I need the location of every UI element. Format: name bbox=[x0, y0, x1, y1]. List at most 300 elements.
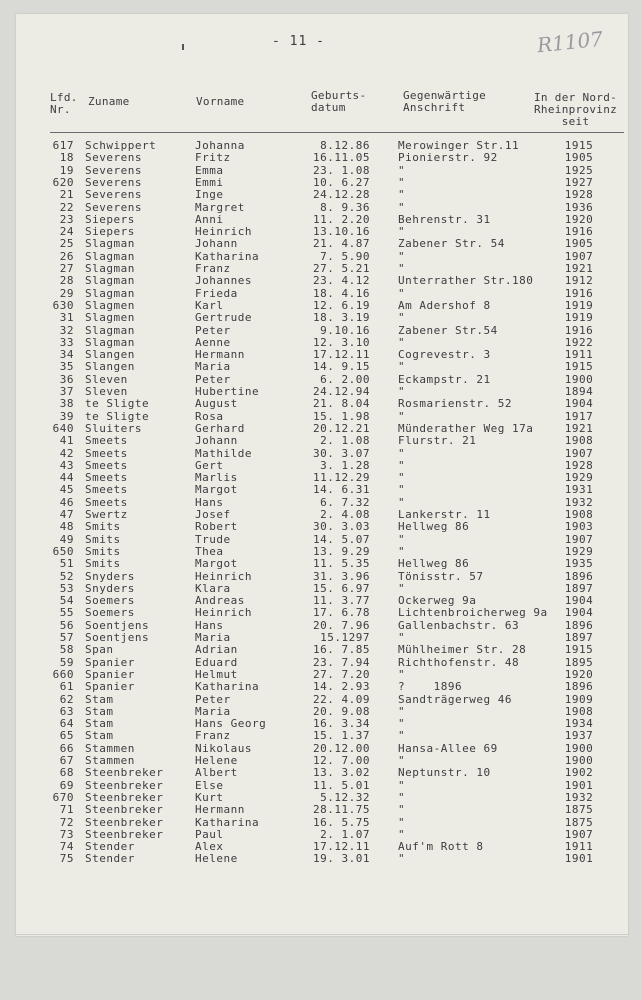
row-since: 1921 bbox=[564, 421, 594, 435]
table-row bbox=[0, 423, 642, 435]
row-firstname: Anni bbox=[195, 212, 224, 226]
row-birthdate: 15. 1.37 bbox=[313, 729, 370, 743]
table-row bbox=[0, 165, 642, 177]
row-firstname: Paul bbox=[195, 827, 224, 841]
row-number: 23 bbox=[59, 212, 74, 226]
row-since: 1916 bbox=[564, 286, 594, 300]
row-since: 1931 bbox=[564, 483, 594, 497]
row-surname: Stam bbox=[85, 692, 114, 706]
table-row bbox=[0, 325, 642, 337]
row-firstname: Johanna bbox=[195, 139, 245, 152]
table-row bbox=[0, 411, 642, 423]
row-surname: Slagman bbox=[85, 237, 135, 251]
row-surname: Slagman bbox=[85, 274, 135, 288]
row-number: 27 bbox=[59, 262, 74, 275]
row-surname: Smeets bbox=[85, 446, 128, 460]
row-address: Am Adershof 8 bbox=[398, 298, 491, 312]
table-row bbox=[0, 152, 642, 164]
row-firstname: Peter bbox=[195, 692, 231, 706]
row-address: " bbox=[398, 667, 406, 681]
header-birthdate: Geburts- datum bbox=[311, 89, 367, 114]
row-surname: Smeets bbox=[85, 483, 128, 497]
row-surname: Smits bbox=[85, 520, 121, 534]
row-surname: Steenbreker bbox=[85, 766, 164, 780]
row-address: " bbox=[398, 163, 406, 177]
row-surname: Severens bbox=[85, 175, 142, 189]
row-number: 54 bbox=[59, 594, 74, 608]
row-firstname: Alex bbox=[195, 840, 224, 854]
row-birthdate: 11. 2.20 bbox=[313, 212, 370, 226]
row-address: Sandträgerweg 46 bbox=[398, 692, 512, 706]
row-firstname: Nikolaus bbox=[195, 741, 252, 755]
row-firstname: Johannes bbox=[195, 274, 252, 288]
row-since: 1875 bbox=[564, 815, 594, 829]
row-number: 41 bbox=[59, 434, 74, 448]
row-number: 67 bbox=[59, 754, 74, 767]
row-address: Zabener Str.54 bbox=[398, 323, 498, 337]
row-birthdate: 18. 4.16 bbox=[313, 286, 370, 300]
page-bottom-edge bbox=[16, 934, 628, 935]
row-number: 31 bbox=[59, 311, 74, 325]
row-address: Auf'm Rott 8 bbox=[398, 840, 484, 854]
table-row bbox=[0, 620, 642, 632]
table-row bbox=[0, 349, 642, 361]
row-address: " bbox=[398, 188, 406, 202]
row-birthdate: 12. 6.19 bbox=[313, 298, 370, 312]
row-firstname: Thea bbox=[195, 544, 224, 558]
table-row bbox=[0, 361, 642, 373]
row-number: 617 bbox=[52, 139, 74, 152]
row-since: 1896 bbox=[564, 680, 594, 694]
row-number: 29 bbox=[59, 286, 74, 300]
table-row bbox=[0, 497, 642, 509]
row-address: " bbox=[398, 729, 406, 743]
row-firstname: Margot bbox=[195, 483, 238, 497]
row-surname: Stammen bbox=[85, 754, 135, 767]
row-number: 640 bbox=[52, 421, 74, 435]
row-birthdate: 22. 4.09 bbox=[313, 692, 370, 706]
row-firstname: Kurt bbox=[195, 790, 224, 804]
row-surname: Stammen bbox=[85, 741, 135, 755]
row-firstname: Margret bbox=[195, 200, 245, 214]
row-since: 1905 bbox=[564, 151, 594, 165]
row-address: Zabener Str. 54 bbox=[398, 237, 505, 251]
header-rule bbox=[50, 132, 624, 133]
row-birthdate: 20.12.21 bbox=[313, 421, 370, 435]
row-address: Münderather Weg 17a bbox=[398, 421, 534, 435]
row-address: Gallenbachstr. 63 bbox=[398, 618, 520, 632]
table-row bbox=[0, 644, 642, 656]
row-address: Eckampstr. 21 bbox=[398, 372, 491, 386]
row-address: " bbox=[398, 803, 406, 817]
row-surname: Smeets bbox=[85, 495, 128, 509]
row-address: " bbox=[398, 717, 406, 731]
row-surname: Stam bbox=[85, 704, 114, 718]
row-surname: Slagman bbox=[85, 286, 135, 300]
row-since: 1907 bbox=[564, 532, 594, 546]
row-address: " bbox=[398, 483, 406, 497]
row-surname: Smits bbox=[85, 544, 121, 558]
row-number: 58 bbox=[59, 643, 74, 657]
row-birthdate: 19. 3.01 bbox=[313, 852, 370, 866]
row-number: 75 bbox=[59, 852, 74, 866]
row-birthdate: 17. 6.78 bbox=[313, 606, 370, 620]
row-birthdate: 18. 3.19 bbox=[313, 311, 370, 325]
row-birthdate: 2. 4.08 bbox=[320, 508, 370, 521]
row-firstname: Helene bbox=[195, 852, 238, 866]
row-since: 1919 bbox=[564, 311, 594, 325]
row-birthdate: 2. 1.07 bbox=[320, 827, 370, 841]
row-address: " bbox=[398, 360, 406, 374]
page-number: - 11 - bbox=[272, 34, 325, 49]
row-firstname: Rosa bbox=[195, 409, 224, 423]
row-address: Lankerstr. 11 bbox=[398, 508, 491, 521]
row-firstname: Hans bbox=[195, 618, 224, 632]
row-surname: Snyders bbox=[85, 581, 135, 595]
row-surname: Slangen bbox=[85, 360, 135, 374]
row-since: 1896 bbox=[564, 569, 594, 583]
row-surname: Soemers bbox=[85, 606, 135, 620]
row-firstname: Maria bbox=[195, 631, 231, 644]
row-birthdate: 16.11.05 bbox=[313, 151, 370, 165]
row-since: 1928 bbox=[564, 188, 594, 202]
row-since: 1917 bbox=[564, 409, 594, 423]
table-row bbox=[0, 398, 642, 410]
table-row bbox=[0, 718, 642, 730]
row-firstname: Inge bbox=[195, 188, 224, 202]
row-number: 35 bbox=[59, 360, 74, 374]
row-since: 1927 bbox=[564, 175, 594, 189]
row-number: 46 bbox=[59, 495, 74, 509]
row-number: 55 bbox=[59, 606, 74, 620]
row-number: 660 bbox=[52, 667, 74, 681]
row-birthdate: 20. 9.08 bbox=[313, 704, 370, 718]
row-address: Hellweg 86 bbox=[398, 557, 470, 571]
row-firstname: Peter bbox=[195, 323, 231, 337]
row-firstname: Karl bbox=[195, 298, 224, 312]
row-since: 1897 bbox=[564, 581, 594, 595]
table-row bbox=[0, 669, 642, 681]
row-address: " bbox=[398, 409, 406, 423]
row-surname: Severens bbox=[85, 200, 142, 214]
row-birthdate: 30. 3.07 bbox=[313, 446, 370, 460]
row-address: " bbox=[398, 704, 406, 718]
row-address: " bbox=[398, 458, 406, 472]
row-address: Neptunstr. 10 bbox=[398, 766, 491, 780]
table-row bbox=[0, 288, 642, 300]
row-number: 22 bbox=[59, 200, 74, 214]
row-birthdate: 23. 7.94 bbox=[313, 655, 370, 669]
row-firstname: Aenne bbox=[195, 335, 231, 349]
row-since: 1925 bbox=[564, 163, 594, 177]
row-number: 38 bbox=[59, 397, 74, 411]
table-row bbox=[0, 546, 642, 558]
row-firstname: Katharina bbox=[195, 815, 260, 829]
row-firstname: Fritz bbox=[195, 151, 231, 165]
row-firstname: Frieda bbox=[195, 286, 238, 300]
row-number: 43 bbox=[59, 458, 74, 472]
table-row bbox=[0, 607, 642, 619]
row-address: Unterrather Str.180 bbox=[398, 274, 534, 288]
row-firstname: Trude bbox=[195, 532, 231, 546]
row-birthdate: 27. 5.21 bbox=[313, 262, 370, 275]
row-firstname: Katharina bbox=[195, 249, 260, 263]
table-row bbox=[0, 214, 642, 226]
row-since: 1932 bbox=[564, 495, 594, 509]
row-since: 1901 bbox=[564, 852, 594, 866]
row-surname: te Sligte bbox=[85, 397, 150, 411]
table-row bbox=[0, 755, 642, 767]
row-surname: Siepers bbox=[85, 225, 135, 239]
row-surname: Soentjens bbox=[85, 618, 150, 632]
row-birthdate: 16. 3.34 bbox=[313, 717, 370, 731]
row-number: 53 bbox=[59, 581, 74, 595]
row-since: 1909 bbox=[564, 692, 594, 706]
row-birthdate: 9.10.16 bbox=[320, 323, 370, 337]
row-surname: Siepers bbox=[85, 212, 135, 226]
row-number: 45 bbox=[59, 483, 74, 497]
row-surname: Smeets bbox=[85, 434, 128, 448]
row-address: " bbox=[398, 581, 406, 595]
row-firstname: Maria bbox=[195, 704, 231, 718]
row-since: 1875 bbox=[564, 803, 594, 817]
row-number: 71 bbox=[59, 803, 74, 817]
row-number: 63 bbox=[59, 704, 74, 718]
row-surname: Slagman bbox=[85, 249, 135, 263]
row-since: 1908 bbox=[564, 434, 594, 448]
row-since: 1904 bbox=[564, 397, 594, 411]
row-surname: Spanier bbox=[85, 680, 135, 694]
row-since: 1897 bbox=[564, 631, 594, 644]
row-since: 1915 bbox=[564, 139, 594, 152]
row-address: Hansa-Allee 69 bbox=[398, 741, 498, 755]
row-surname: Severens bbox=[85, 188, 142, 202]
row-birthdate: 24.12.28 bbox=[313, 188, 370, 202]
row-firstname: Gert bbox=[195, 458, 224, 472]
row-address: " bbox=[398, 249, 406, 263]
row-firstname: Franz bbox=[195, 262, 231, 275]
table-row bbox=[0, 386, 642, 398]
row-firstname: Hubertine bbox=[195, 385, 260, 398]
table-row bbox=[0, 484, 642, 496]
row-firstname: Helene bbox=[195, 754, 238, 767]
row-since: 1922 bbox=[564, 335, 594, 349]
row-since: 1896 bbox=[564, 618, 594, 632]
row-since: 1920 bbox=[564, 212, 594, 226]
row-birthdate: 7. 5.90 bbox=[320, 249, 370, 263]
row-since: 1908 bbox=[564, 704, 594, 718]
row-firstname: Hans Georg bbox=[195, 717, 267, 731]
row-birthdate: 17.12.11 bbox=[313, 348, 370, 362]
row-birthdate: 12. 7.00 bbox=[313, 754, 370, 767]
table-row bbox=[0, 226, 642, 238]
row-surname: Steenbreker bbox=[85, 827, 164, 841]
row-birthdate: 15. 6.97 bbox=[313, 581, 370, 595]
row-address: Lichtenbroicherweg 9a bbox=[398, 606, 548, 620]
table-row bbox=[0, 583, 642, 595]
row-surname: Sleven bbox=[85, 385, 128, 398]
row-surname: Slangen bbox=[85, 348, 135, 362]
row-since: 1916 bbox=[564, 323, 594, 337]
row-number: 61 bbox=[59, 680, 74, 694]
row-address: Mühlheimer Str. 28 bbox=[398, 643, 527, 657]
row-number: 650 bbox=[52, 544, 74, 558]
row-surname: Swertz bbox=[85, 508, 128, 521]
row-address: " bbox=[398, 532, 406, 546]
row-birthdate: 20. 7.96 bbox=[313, 618, 370, 632]
row-number: 32 bbox=[59, 323, 74, 337]
header-since: In der Nord- Rheinprovinz seit bbox=[534, 91, 618, 128]
row-birthdate: 30. 3.03 bbox=[313, 520, 370, 534]
row-since: 1907 bbox=[564, 249, 594, 263]
table-row bbox=[0, 595, 642, 607]
row-birthdate: 23. 1.08 bbox=[313, 163, 370, 177]
row-firstname: Maria bbox=[195, 360, 231, 374]
row-since: 1904 bbox=[564, 594, 594, 608]
row-address: " bbox=[398, 335, 406, 349]
row-birthdate: 27. 7.20 bbox=[313, 667, 370, 681]
row-address: " bbox=[398, 446, 406, 460]
row-address: " bbox=[398, 790, 406, 804]
row-address: ? 1896 bbox=[398, 680, 463, 694]
row-firstname: Hermann bbox=[195, 348, 245, 362]
row-since: 1935 bbox=[564, 557, 594, 571]
row-surname: Slagmen bbox=[85, 298, 135, 312]
row-birthdate: 14. 9.15 bbox=[313, 360, 370, 374]
row-birthdate: 5.12.32 bbox=[320, 790, 370, 804]
table-row bbox=[0, 804, 642, 816]
row-firstname: Albert bbox=[195, 766, 238, 780]
table-row bbox=[0, 435, 642, 447]
handwritten-archive-id: R1107 bbox=[535, 26, 605, 58]
table-row bbox=[0, 312, 642, 324]
row-birthdate: 12. 3.10 bbox=[313, 335, 370, 349]
table-row bbox=[0, 681, 642, 693]
row-since: 1916 bbox=[564, 225, 594, 239]
row-birthdate: 11. 5.35 bbox=[313, 557, 370, 571]
row-number: 48 bbox=[59, 520, 74, 534]
row-surname: Smits bbox=[85, 557, 121, 571]
row-firstname: Johann bbox=[195, 237, 238, 251]
row-number: 74 bbox=[59, 840, 74, 854]
row-birthdate: 23. 4.12 bbox=[313, 274, 370, 288]
table-row bbox=[0, 632, 642, 644]
header-firstname: Vorname bbox=[196, 95, 245, 108]
row-since: 1907 bbox=[564, 446, 594, 460]
row-surname: Smits bbox=[85, 532, 121, 546]
row-surname: Slagman bbox=[85, 262, 135, 275]
table-row bbox=[0, 521, 642, 533]
row-birthdate: 8. 9.36 bbox=[320, 200, 370, 214]
table-row bbox=[0, 657, 642, 669]
row-surname: te Sligte bbox=[85, 409, 150, 423]
row-firstname: Katharina bbox=[195, 680, 260, 694]
row-birthdate: 14. 6.31 bbox=[313, 483, 370, 497]
row-firstname: Johann bbox=[195, 434, 238, 448]
row-birthdate: 16. 5.75 bbox=[313, 815, 370, 829]
row-birthdate: 15. 1.98 bbox=[313, 409, 370, 423]
table-row bbox=[0, 730, 642, 742]
row-number: 47 bbox=[59, 508, 74, 521]
row-since: 1900 bbox=[564, 741, 594, 755]
row-birthdate: 3. 1.28 bbox=[320, 458, 370, 472]
row-firstname: Mathilde bbox=[195, 446, 252, 460]
table-row bbox=[0, 275, 642, 287]
row-surname: Smeets bbox=[85, 471, 128, 485]
row-firstname: Heinrich bbox=[195, 225, 252, 239]
header-address: Gegenwärtige Anschrift bbox=[403, 89, 487, 114]
row-number: 28 bbox=[59, 274, 74, 288]
row-number: 33 bbox=[59, 335, 74, 349]
row-firstname: Josef bbox=[195, 508, 231, 521]
row-number: 39 bbox=[59, 409, 74, 423]
row-address: Merowinger Str.11 bbox=[398, 139, 520, 152]
row-number: 66 bbox=[59, 741, 74, 755]
row-address: " bbox=[398, 754, 406, 767]
row-number: 670 bbox=[52, 790, 74, 804]
table-row bbox=[0, 841, 642, 853]
row-since: 1915 bbox=[564, 360, 594, 374]
row-surname: Spanier bbox=[85, 667, 135, 681]
row-firstname: Gertrude bbox=[195, 311, 252, 325]
row-number: 59 bbox=[59, 655, 74, 669]
table-row bbox=[0, 177, 642, 189]
row-surname: Sleven bbox=[85, 372, 128, 386]
row-since: 1907 bbox=[564, 827, 594, 841]
row-number: 25 bbox=[59, 237, 74, 251]
row-firstname: Helmut bbox=[195, 667, 238, 681]
row-address: " bbox=[398, 175, 406, 189]
row-address: " bbox=[398, 200, 406, 214]
row-since: 1932 bbox=[564, 790, 594, 804]
row-address: " bbox=[398, 852, 406, 866]
table-row bbox=[0, 706, 642, 718]
row-firstname: Heinrich bbox=[195, 569, 252, 583]
row-surname: Schwippert bbox=[85, 139, 157, 152]
table-row bbox=[0, 189, 642, 201]
row-surname: Steenbreker bbox=[85, 790, 164, 804]
row-address: Rosmarienstr. 52 bbox=[398, 397, 512, 411]
row-firstname: Else bbox=[195, 778, 224, 792]
row-birthdate: 20.12.00 bbox=[313, 741, 370, 755]
row-number: 57 bbox=[59, 631, 74, 644]
row-address: Hellweg 86 bbox=[398, 520, 470, 534]
table-row bbox=[0, 300, 642, 312]
row-number: 64 bbox=[59, 717, 74, 731]
table-row bbox=[0, 767, 642, 779]
row-since: 1895 bbox=[564, 655, 594, 669]
row-surname: Steenbreker bbox=[85, 778, 164, 792]
row-address: " bbox=[398, 225, 406, 239]
row-birthdate: 10. 6.27 bbox=[313, 175, 370, 189]
row-firstname: Gerhard bbox=[195, 421, 245, 435]
row-number: 52 bbox=[59, 569, 74, 583]
table-row bbox=[0, 792, 642, 804]
row-number: 34 bbox=[59, 348, 74, 362]
row-since: 1900 bbox=[564, 754, 594, 767]
row-number: 42 bbox=[59, 446, 74, 460]
row-birthdate: 28.11.75 bbox=[313, 803, 370, 817]
row-surname: Span bbox=[85, 643, 114, 657]
row-birthdate: 11. 3.77 bbox=[313, 594, 370, 608]
row-firstname: Robert bbox=[195, 520, 238, 534]
table-row bbox=[0, 509, 642, 521]
row-address: Pionierstr. 92 bbox=[398, 151, 498, 165]
row-firstname: Franz bbox=[195, 729, 231, 743]
row-number: 19 bbox=[59, 163, 74, 177]
row-birthdate: 6. 7.32 bbox=[320, 495, 370, 509]
row-address: " bbox=[398, 471, 406, 485]
